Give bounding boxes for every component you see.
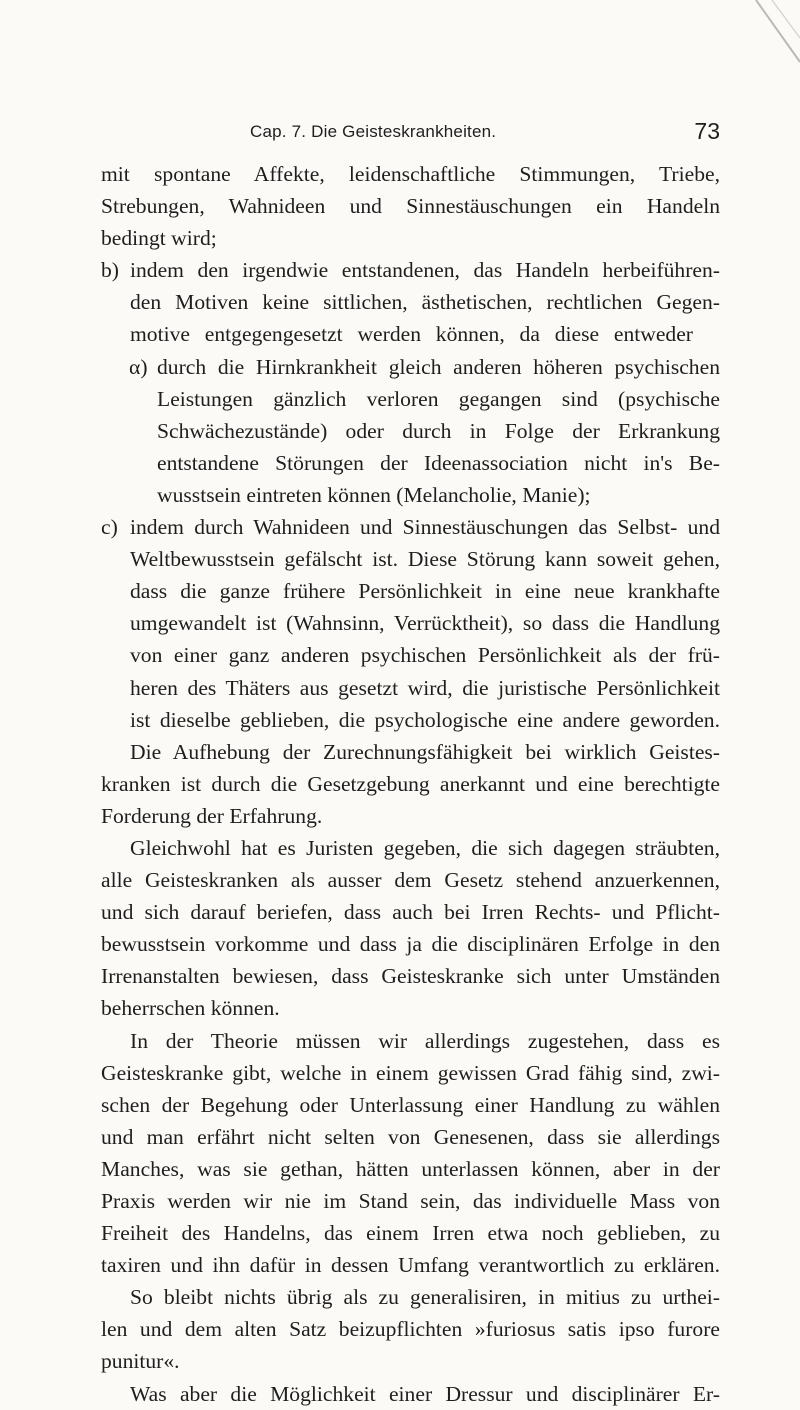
text-line: So bleibt nichts übrig als zu generalisiren, in mitius zu urthei- (130, 1285, 720, 1310)
body-text (0, 158, 800, 1410)
text-line: durch die Hirnkrankheit gleich anderen höheren psychischen (157, 354, 720, 379)
page-edge-decoration (750, 0, 800, 80)
text-line: Praxis werden wir nie im Stand sein, das individuelle Mass von (101, 1189, 720, 1213)
list-label: c) (101, 515, 118, 540)
text-line: Leistungen gänzlich verloren gegangen sind (psychische (157, 386, 720, 411)
list-item-alpha (129, 351, 720, 383)
text-line: motive entgegengesetzt werden können, da diese entweder (130, 322, 693, 347)
text-line: Weltbewusstsein gefälscht ist. Diese Störung kann soweit gehen, (130, 547, 720, 572)
text-line: Forderung der Erfahrung. (101, 803, 323, 828)
text-line: Strebungen, Wahnideen und Sinnestäuschungen ein Handeln (101, 194, 720, 219)
running-header (250, 118, 720, 148)
text-line: bedingt wird; (101, 226, 217, 251)
text-line: den Motiven keine sittlichen, ästhetischen, rechtlichen Gegen- (130, 290, 720, 315)
text-line: und man erfährt nicht selten von Genesenen, dass sie allerdings (101, 1124, 720, 1149)
text-line: Die Aufhebung der Zurechnungsfähigkeit bei wirklich Geistes- (130, 739, 720, 764)
text-line: umgewandelt ist (Wahnsinn, Verrücktheit), so dass die Handlung (130, 611, 720, 636)
text-line: Irrenanstalten bewiesen, dass Geisteskranke sich unter Umständen (101, 964, 720, 989)
running-title: Cap. 7. Die Geisteskrankheiten. (250, 122, 497, 141)
text-line: entstandene Störungen der Ideenassociation nicht in's Be- (157, 450, 720, 475)
text-line: schen der Begehung oder Unterlassung einer Handlung zu wählen (101, 1092, 720, 1117)
list-label: b) (101, 258, 119, 283)
list-label: α) (129, 354, 148, 379)
text-line: bewusstsein vorkomme und dass ja die disciplinären Erfolge in den (101, 932, 720, 957)
text-line: ist dieselbe geblieben, die psychologische eine andere geworden. (130, 707, 720, 732)
list-item-c (101, 511, 720, 543)
text-line: beherrschen können. (101, 996, 280, 1021)
text-line: Gleichwohl hat es Juristen gegeben, die sich dagegen sträubten, (130, 835, 720, 860)
text-line: Manches, was sie gethan, hätten unterlassen können, aber in der (101, 1156, 720, 1181)
text-line: taxiren und ihn dafür in dessen Umfang verantwortlich zu erklären. (101, 1253, 720, 1278)
text-line: heren des Thäters aus gesetzt wird, die juristische Persönlichkeit (130, 675, 720, 700)
list-item-b (101, 254, 720, 286)
text-line: wusstsein eintreten können (Melancholie, Manie); (157, 482, 591, 507)
text-line: In der Theorie müssen wir allerdings zugestehen, dass es (130, 1028, 720, 1053)
text-line: alle Geisteskranken als ausser dem Gesetz stehend anzuerkennen, (101, 868, 720, 893)
text-line: und sich darauf beriefen, dass auch bei Irren Rechts- und Pflicht- (101, 900, 720, 925)
text-line: Freiheit des Handelns, das einem Irren etwa noch geblieben, zu (101, 1221, 720, 1246)
text-line: indem den irgendwie entstandenen, das Handeln herbeiführen- (130, 258, 720, 283)
text-line: mit spontane Affekte, leidenschaftliche Stimmungen, Triebe, (101, 162, 720, 186)
text-line: Schwächezustände) oder durch in Folge der Erkrankung (157, 418, 720, 443)
text-line: Was aber die Möglichkeit einer Dressur und disciplinärer Er- (130, 1381, 720, 1406)
text-line: kranken ist durch die Gesetzgebung anerkannt und eine berechtigte (101, 771, 720, 796)
text-line: punitur«. (101, 1349, 180, 1374)
text-line: Geisteskranke gibt, welche in einem gewissen Grad fähig sind, zwi- (101, 1060, 720, 1085)
text-line: dass die ganze frühere Persönlichkeit in eine neue krankhafte (130, 579, 720, 604)
text-line: len und dem alten Satz beizupflichten »furiosus satis ipso furore (101, 1317, 720, 1342)
text-line: indem durch Wahnideen und Sinnestäuschungen das Selbst- und (130, 515, 720, 540)
page-number: 73 (694, 118, 720, 144)
text-line: von einer ganz anderen psychischen Persönlichkeit als der frü- (130, 643, 720, 668)
